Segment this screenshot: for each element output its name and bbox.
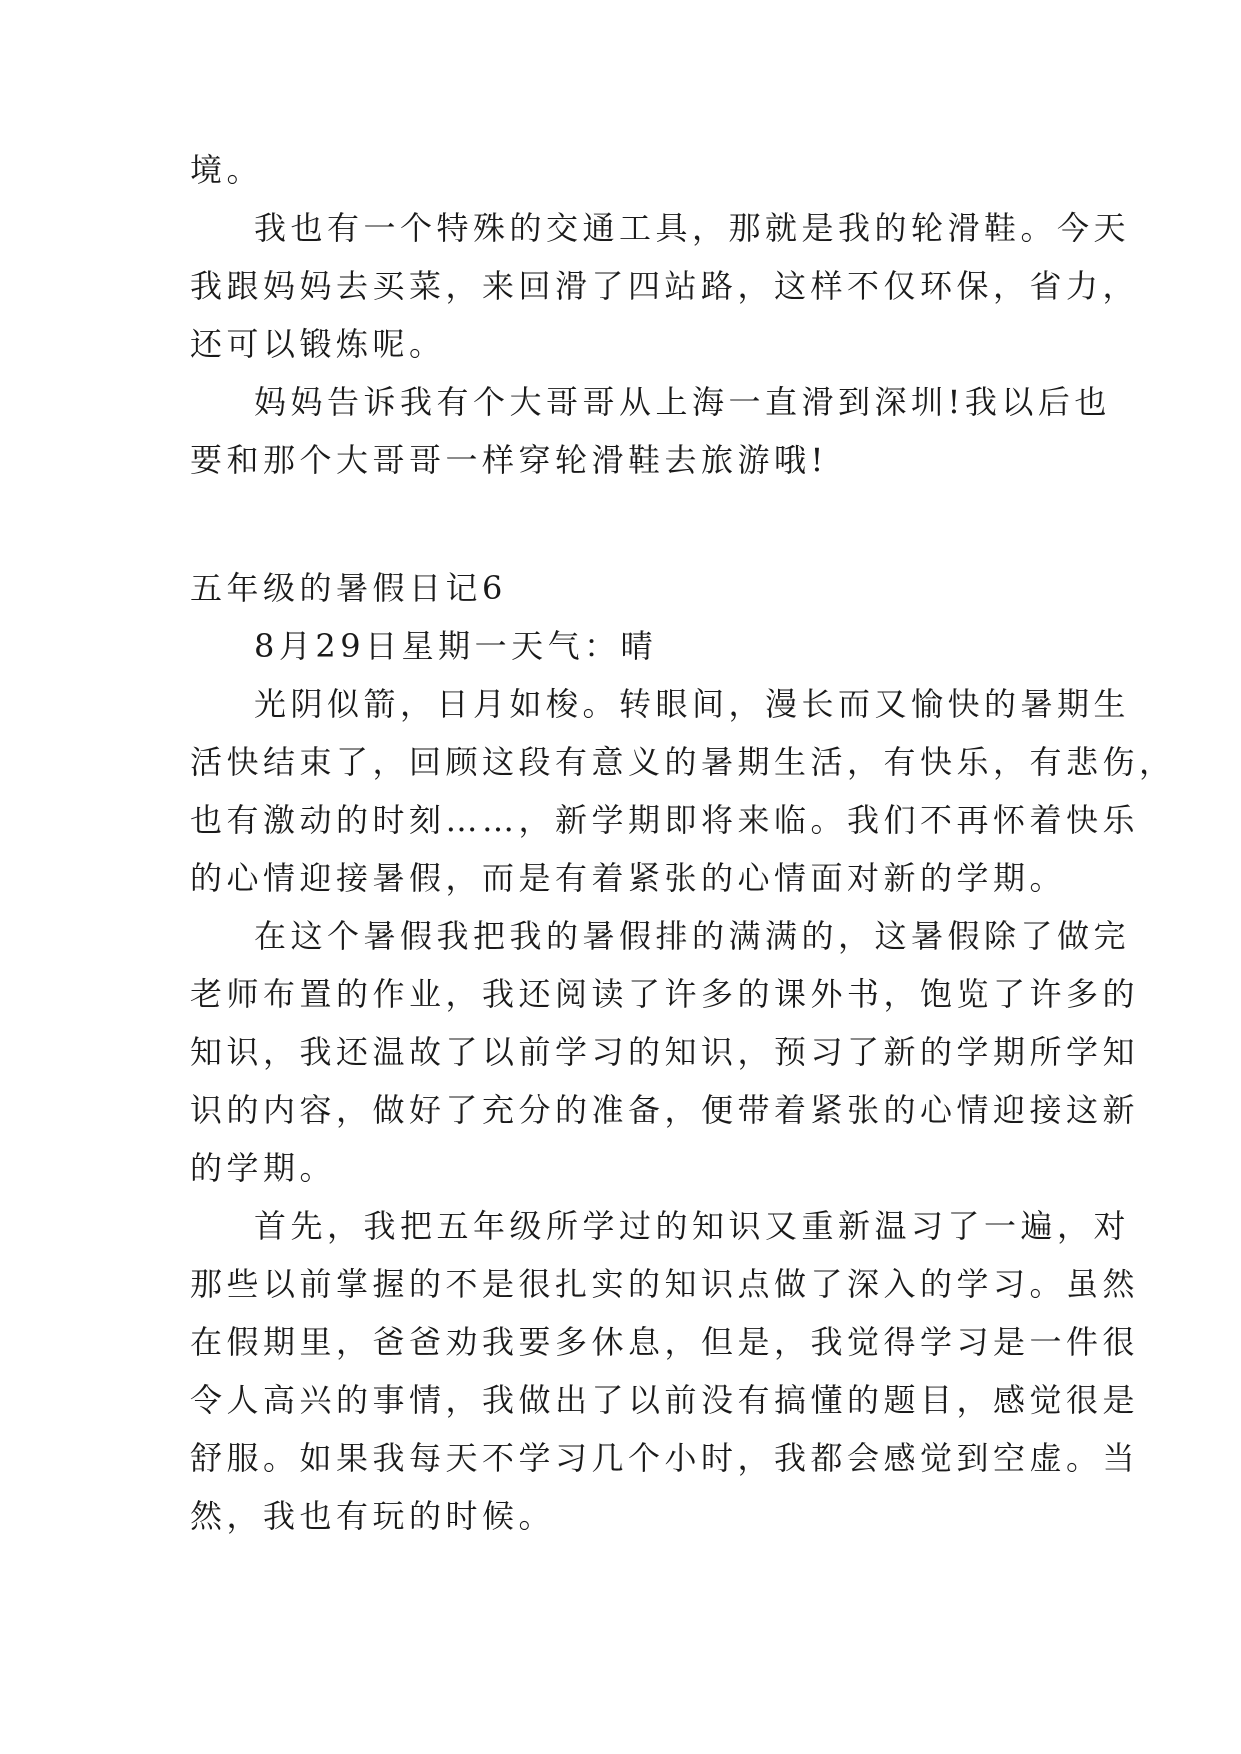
text-line: 在假期里，爸爸劝我要多休息，但是，我觉得学习是一件很 xyxy=(190,1323,1140,1361)
text-line: 的学期。 xyxy=(190,1149,337,1187)
text-line: 令人高兴的事情，我做出了以前没有搞懂的题目，感觉很是 xyxy=(190,1381,1140,1419)
paragraph-line: 首先，我把五年级所学过的知识又重新温习了一遍，对 xyxy=(254,1207,1131,1245)
text-line: 境。 xyxy=(190,151,264,189)
text-line: 还可以锻炼呢。 xyxy=(190,325,446,363)
text-line: 知识，我还温故了以前学习的知识，预习了新的学期所学知 xyxy=(190,1033,1140,1071)
text-line: 那些以前掌握的不是很扎实的知识点做了深入的学习。虽然 xyxy=(190,1265,1140,1303)
paragraph-line: 在这个暑假我把我的暑假排的满满的，这暑假除了做完 xyxy=(254,917,1131,955)
text-line: 识的内容，做好了充分的准备，便带着紧张的心情迎接这新 xyxy=(190,1091,1140,1129)
paragraph-line: 我也有一个特殊的交通工具，那就是我的轮滑鞋。今天 xyxy=(254,209,1131,247)
text-line: 然，我也有玩的时候。 xyxy=(190,1497,556,1535)
text-line: 舒服。如果我每天不学习几个小时，我都会感觉到空虚。当 xyxy=(190,1439,1140,1477)
paragraph-line: 妈妈告诉我有个大哥哥从上海一直滑到深圳!我以后也 xyxy=(254,383,1111,421)
date-weather-line: 8月29日星期一天气：晴 xyxy=(254,627,658,665)
text-line: 活快结束了，回顾这段有意义的暑期生活，有快乐，有悲伤， xyxy=(190,743,1176,781)
text-line: 要和那个大哥哥一样穿轮滑鞋去旅游哦! xyxy=(190,441,828,479)
paragraph-line: 光阴似箭，日月如梭。转眼间，漫长而又愉快的暑期生 xyxy=(254,685,1131,723)
text-line: 老师布置的作业，我还阅读了许多的课外书，饱览了许多的 xyxy=(190,975,1140,1013)
text-line: 也有激动的时刻……，新学期即将来临。我们不再怀着快乐 xyxy=(190,801,1140,839)
text-line: 我跟妈妈去买菜，来回滑了四站路，这样不仅环保，省力， xyxy=(190,267,1140,305)
section-heading: 五年级的暑假日记6 xyxy=(190,569,507,607)
text-line: 的心情迎接暑假，而是有着紧张的心情面对新的学期。 xyxy=(190,859,1067,897)
